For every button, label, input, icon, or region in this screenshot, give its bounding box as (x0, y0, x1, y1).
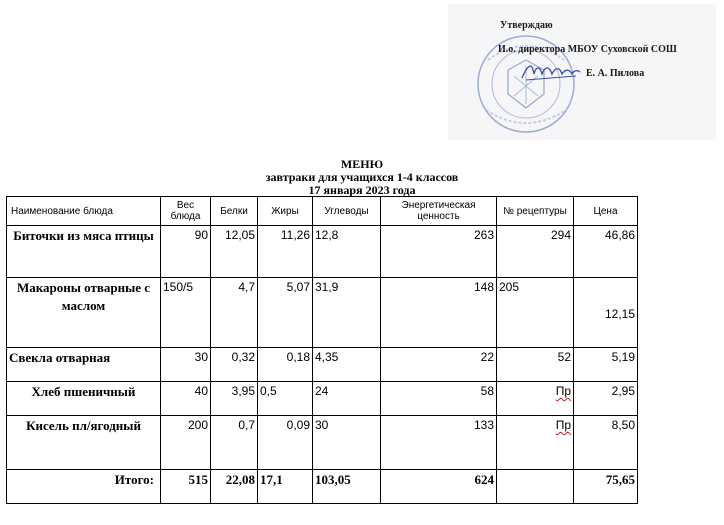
col-header: Энергетическая ценность (381, 197, 497, 226)
cell-fat: 5,07 (258, 278, 313, 348)
cell-weight: 40 (161, 382, 211, 416)
cell-carbs: 4,35 (313, 348, 381, 382)
cell-fat: 11,26 (258, 226, 313, 278)
cell-energy: 263 (381, 226, 497, 278)
menu-table (6, 196, 638, 504)
cell-recipe (497, 382, 574, 416)
cell-fat: 0,09 (258, 416, 313, 470)
total-energy: 624 (381, 470, 497, 504)
cell-carbs: 24 (313, 382, 381, 416)
signature (520, 60, 582, 82)
recipe-code: Пр (555, 384, 571, 398)
cell-weight: 200 (161, 416, 211, 470)
table-row (7, 416, 638, 470)
table-row (7, 382, 638, 416)
col-header: № рецептуры (497, 197, 574, 226)
col-header: Жиры (258, 197, 313, 226)
cell-carbs: 12,8 (313, 226, 381, 278)
menu-title: МЕНЮ (340, 157, 384, 171)
table-row (7, 278, 638, 348)
col-header: Цена (574, 197, 638, 226)
approval-line-name: Е. А. Пилова (586, 68, 645, 79)
cell-protein: 12,05 (211, 226, 258, 278)
total-carbs: 103,05 (313, 470, 381, 504)
col-header: Вес блюда (161, 197, 211, 226)
total-recipe (497, 470, 574, 504)
cell-energy: 58 (381, 382, 497, 416)
col-header: Наименование блюда (7, 197, 161, 226)
cell-price: 5,19 (574, 348, 638, 382)
total-fat: 17,1 (258, 470, 313, 504)
cell-carbs: 31,9 (313, 278, 381, 348)
dish-name: Биточки из мяса птицы (7, 226, 161, 278)
total-weight: 515 (161, 470, 211, 504)
cell-price: 12,15 (574, 278, 638, 348)
total-price: 75,65 (574, 470, 638, 504)
table-row (7, 226, 638, 278)
cell-protein: 0,32 (211, 348, 258, 382)
col-header: Углеводы (313, 197, 381, 226)
cell-price: 2,95 (574, 382, 638, 416)
cell-price: 46,86 (574, 226, 638, 278)
cell-recipe: 294 (497, 226, 574, 278)
table-header-row (7, 197, 638, 226)
dish-name: Хлеб пшеничный (7, 382, 161, 416)
menu-subtitle: завтраки для учащихся 1-4 классов (265, 170, 459, 184)
cell-weight: 150/5 (161, 278, 211, 348)
cell-recipe: 205 (497, 278, 574, 348)
dish-name: Макароны отварные с маслом (7, 278, 161, 348)
cell-energy: 22 (381, 348, 497, 382)
table-row (7, 348, 638, 382)
total-label: Итого: (7, 470, 161, 504)
dish-name: Кисель пл/ягодный (7, 416, 161, 470)
cell-recipe: 52 (497, 348, 574, 382)
col-header: Белки (211, 197, 258, 226)
cell-protein: 0,7 (211, 416, 258, 470)
total-row (7, 470, 638, 504)
dish-name: Свекла отварная (7, 348, 161, 382)
cell-energy: 148 (381, 278, 497, 348)
cell-carbs: 30 (313, 416, 381, 470)
cell-weight: 90 (161, 226, 211, 278)
cell-recipe (497, 416, 574, 470)
approval-line-position: И.о. директора МБОУ Суховской СОШ (498, 44, 677, 55)
total-protein: 22,08 (211, 470, 258, 504)
cell-fat: 0,18 (258, 348, 313, 382)
cell-fat: 0,5 (258, 382, 313, 416)
menu-date: 17 января 2023 года (308, 183, 416, 197)
recipe-code: Пр (555, 418, 571, 432)
approval-line-approve: Утверждаю (500, 20, 553, 31)
cell-energy: 133 (381, 416, 497, 470)
approval-block (448, 4, 716, 140)
cell-protein: 4,7 (211, 278, 258, 348)
cell-price: 8,50 (574, 416, 638, 470)
cell-weight: 30 (161, 348, 211, 382)
cell-protein: 3,95 (211, 382, 258, 416)
